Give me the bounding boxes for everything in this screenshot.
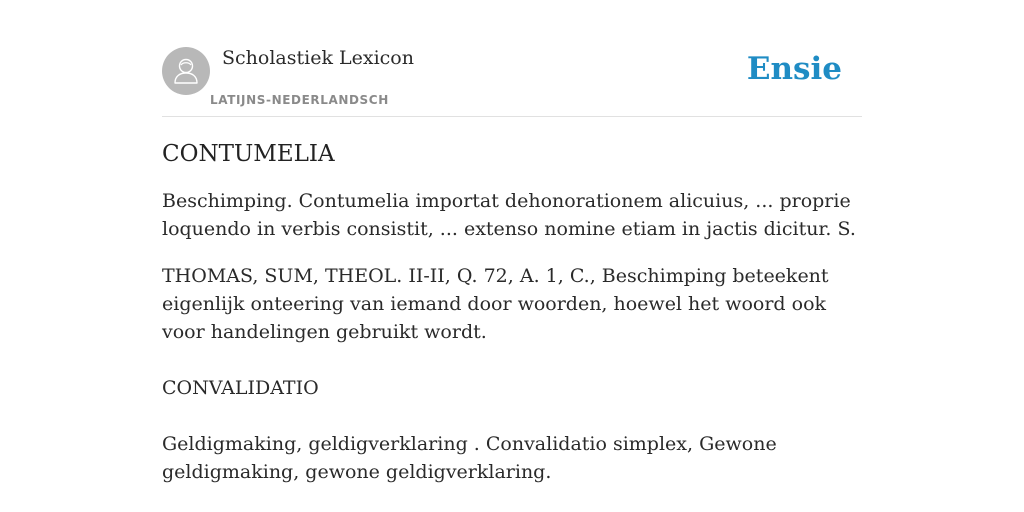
- user-avatar-icon[interactable]: [162, 47, 210, 95]
- page-header: [162, 46, 862, 117]
- book-subtitle: LATIJNS-NEDERLANDSCH: [210, 93, 389, 107]
- person-outline-icon: [162, 47, 210, 95]
- entry-title: CONTUMELIA: [162, 141, 335, 167]
- entry-paragraph: THOMAS, SUM, THEOL. II-II, Q. 72, A. 1, C., Beschimping beteekent eigenlijk onteering van iemand door woorden, hoewel het woord ook voor handelingen gebruikt wordt.: [162, 265, 829, 343]
- book-title[interactable]: Scholastiek Lexicon: [222, 47, 414, 69]
- entry-paragraph: Geldigmaking, geldigverklaring . Convalidatio simplex, Gewone geldigmaking, gewone geldigverklaring.: [162, 433, 777, 483]
- brand-logo[interactable]: Ensie: [746, 51, 842, 87]
- entry-paragraph: CONVALIDATIO: [162, 377, 319, 399]
- entry-paragraph: Beschimping. Contumelia importat dehonorationem alicuius, ... proprie loquendo in verbis consistit, ... extenso nomine etiam in jactis dicitur. S.: [162, 190, 856, 240]
- entry-content: [162, 138, 872, 505]
